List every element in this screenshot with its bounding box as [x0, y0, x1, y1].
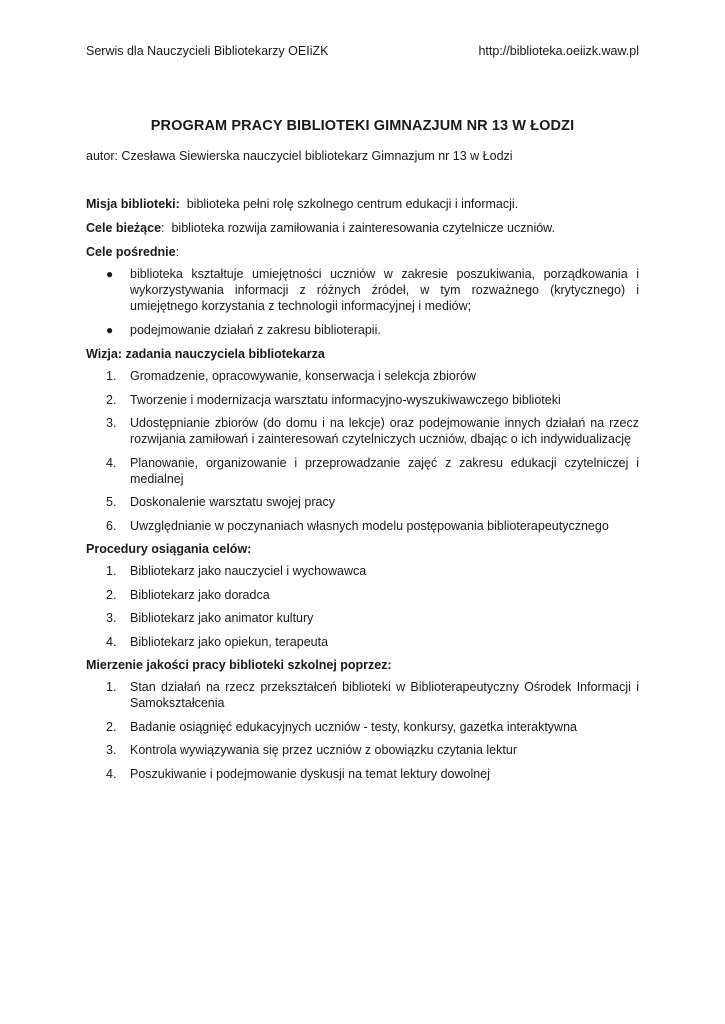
quality-list	[86, 679, 639, 782]
page-header	[86, 44, 639, 58]
list-item: 2. Bibliotekarz jako doradca	[106, 587, 270, 602]
list-item: 3. Udostępnianie zbiorów (do domu i na lekcje) oraz podejmowanie innych działań na rzecz rozwijania zamiłowań i zainteresowań czytelniczych uczniów, dbając o ich indywidualizację	[106, 416, 639, 446]
list-item: 4. Bibliotekarz jako opiekun, terapeuta	[106, 634, 329, 649]
header-site-name: Serwis dla Nauczycieli Bibliotekarzy OEIiZK	[86, 44, 329, 58]
mission-text: biblioteka pełni rolę szkolnego centrum edukacji i informacji.	[186, 197, 519, 211]
vision-list	[86, 368, 639, 534]
mission-label: Misja biblioteki:	[86, 197, 180, 211]
list-item: 1. Stan działań na rzecz przekształceń biblioteki w Biblioterapeutyczny Ośrodek Informacji i Samokształcenia	[106, 680, 639, 710]
bullet-icon: ●	[106, 323, 114, 337]
list-item: 2. Badanie osiągnięć edukacyjnych uczniów - testy, konkursy, gazetka interaktywna	[106, 719, 577, 734]
current-goals-label: Cele bieżące	[86, 221, 162, 235]
list-item: 4. Planowanie, organizowanie i przeprowadzanie zajęć z zakresu edukacji czytelniczej i medialnej	[106, 455, 639, 486]
list-item: 3. Bibliotekarz jako animator kultury	[106, 611, 314, 625]
list-item: 2. Tworzenie i modernizacja warsztatu informacyjno-wyszukiwawczego biblioteki	[106, 392, 561, 407]
list-item: ● biblioteka kształtuje umiejętności uczniów w zakresie poszukiwania, porządkowania i wykorzystywania informacji z różnych źródeł, w tym rozważnego (krytycznego) i umiejętnego korzystania z technologii informacyjnej i mediów;	[106, 267, 639, 313]
list-item: 5. Doskonalenie warsztatu swojej pracy	[106, 495, 335, 509]
quality-heading: Mierzenie jakości pracy biblioteki szkolnej poprzez:	[86, 658, 392, 672]
procedures-heading: Procedury osiągania celów:	[86, 542, 252, 556]
list-item: 6. Uwzględnianie w poczynaniach własnych modelu postępowania biblioterapeutycznego	[106, 518, 609, 533]
list-item: ● podejmowanie działań z zakresu biblioterapii.	[106, 323, 381, 337]
intermediate-goals-line: Cele pośrednie:	[86, 245, 180, 259]
bullet-icon: ●	[106, 267, 114, 281]
document-body	[86, 196, 639, 789]
intermediate-goals-list	[86, 266, 639, 338]
list-item: 1. Bibliotekarz jako nauczyciel i wychowawca	[106, 564, 367, 578]
intermediate-goals-label: Cele pośrednie	[86, 245, 176, 259]
current-goals-line: Cele bieżące: biblioteka rozwija zamiłowania i zainteresowania czytelnicze uczniów.	[86, 221, 555, 235]
current-goals-text: biblioteka rozwija zamiłowania i zainteresowania czytelnicze uczniów.	[171, 221, 555, 235]
list-item: 4. Poszukiwanie i podejmowanie dyskusji na temat lektury dowolnej	[106, 766, 490, 781]
author-line: autor: Czesława Siewierska nauczyciel bibliotekarz Gimnazjum nr 13 w Łodzi	[86, 149, 513, 163]
document-title: PROGRAM PRACY BIBLIOTEKI GIMNAZJUM NR 13 W ŁODZI	[150, 118, 575, 134]
list-item: 1. Gromadzenie, opracowywanie, konserwacja i selekcja zbiorów	[106, 369, 476, 383]
header-url: http://biblioteka.oeiizk.waw.pl	[478, 44, 639, 58]
vision-heading: Wizja: zadania nauczyciela bibliotekarza	[86, 347, 325, 361]
list-item: 3. Kontrola wywiązywania się przez uczniów z obowiązku czytania lektur	[106, 743, 517, 757]
mission-line	[86, 196, 639, 212]
procedures-list	[86, 563, 639, 650]
